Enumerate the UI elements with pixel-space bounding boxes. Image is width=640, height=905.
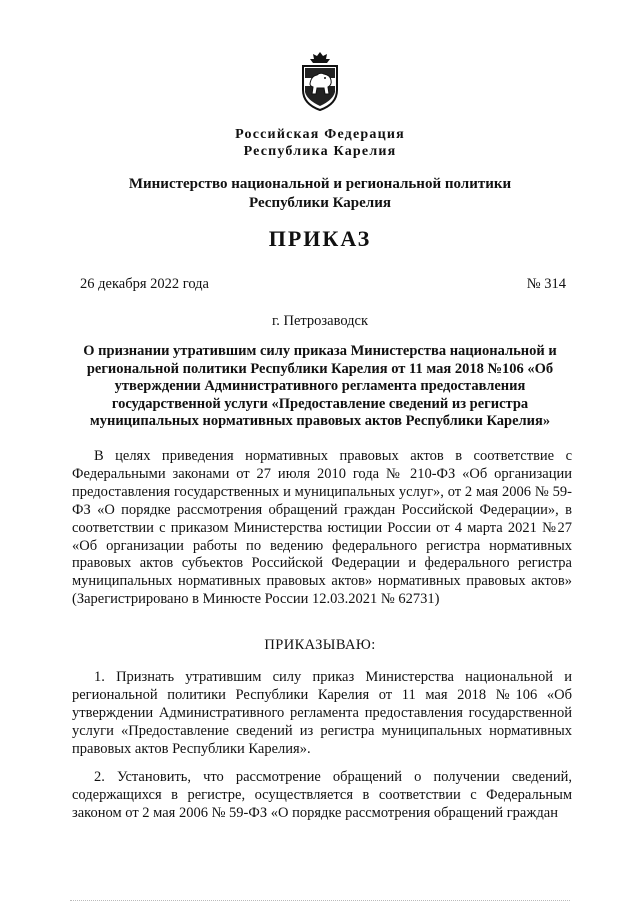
order-item-1: 1. Признать утратившим силу приказ Министерства национальной и региональной политики Республики Карелия от 11 мая 2018 №106 «Об утверждении Административного регламента предоставления государственной услуги «Предоставление сведений из регистра муниципальных нормативных правовых актов Республики Карелия». — [72, 669, 572, 757]
document-city: г. Петрозаводск — [271, 313, 369, 329]
document-number: № 314 — [526, 276, 566, 292]
order-item-2: 2. Установить, что рассмотрение обращений о получении сведений, содержащихся в регистре, осуществляется в соответствии с Федеральным законом от 2 мая 2006 № 59-ФЗ «О порядке рассмотрения обращений граждан — [72, 769, 572, 821]
page-edge-divider — [70, 900, 570, 901]
order-word: ПРИКАЗЫВАЮ: — [264, 637, 376, 653]
document-type: ПРИКАЗ — [268, 226, 372, 251]
ministry-line-2: Республики Карелия — [249, 195, 391, 211]
coat-of-arms-icon — [299, 50, 341, 112]
republic-name: Республика Карелия — [243, 144, 397, 159]
federation-name: Российская Федерация — [235, 127, 405, 142]
ministry-line-1: Министерство национальной и региональной политики — [128, 176, 512, 192]
document-title: О признании утратившим силу приказа Министерства национальной и региональной политики Республики Карелия от 11 мая 2018 №106 «Об утверждении Административного регламента предоставления государственной услуги «Предоставление сведений из регистра муниципальных нормативных правовых актов Республики Карелия» — [83, 343, 557, 430]
document-date: 26 декабря 2022 года — [80, 276, 209, 292]
state-header — [0, 126, 640, 160]
preamble-paragraph: В целях приведения нормативных правовых актов в соответствие с Федеральными законами от 27 июля 2010 года № 210-ФЗ «Об организации предоставления государственных и муниципальных услуг», от 2 мая 2006 № 59-ФЗ «О порядке рассмотрения обращений граждан Российской Федерации», в соответствии с приказом Министерства юстиции России от 4 марта 2021 №27 «Об организации работы по ведению федерального регистра нормативных правовых актов субъектов Российской Федерации и федерального регистра муниципальных нормативных правовых актов» нормативных правовых актов» (Зарегистрировано в Минюсте России 12.03.2021 № 62731) — [72, 448, 572, 608]
ministry-header — [0, 175, 640, 213]
